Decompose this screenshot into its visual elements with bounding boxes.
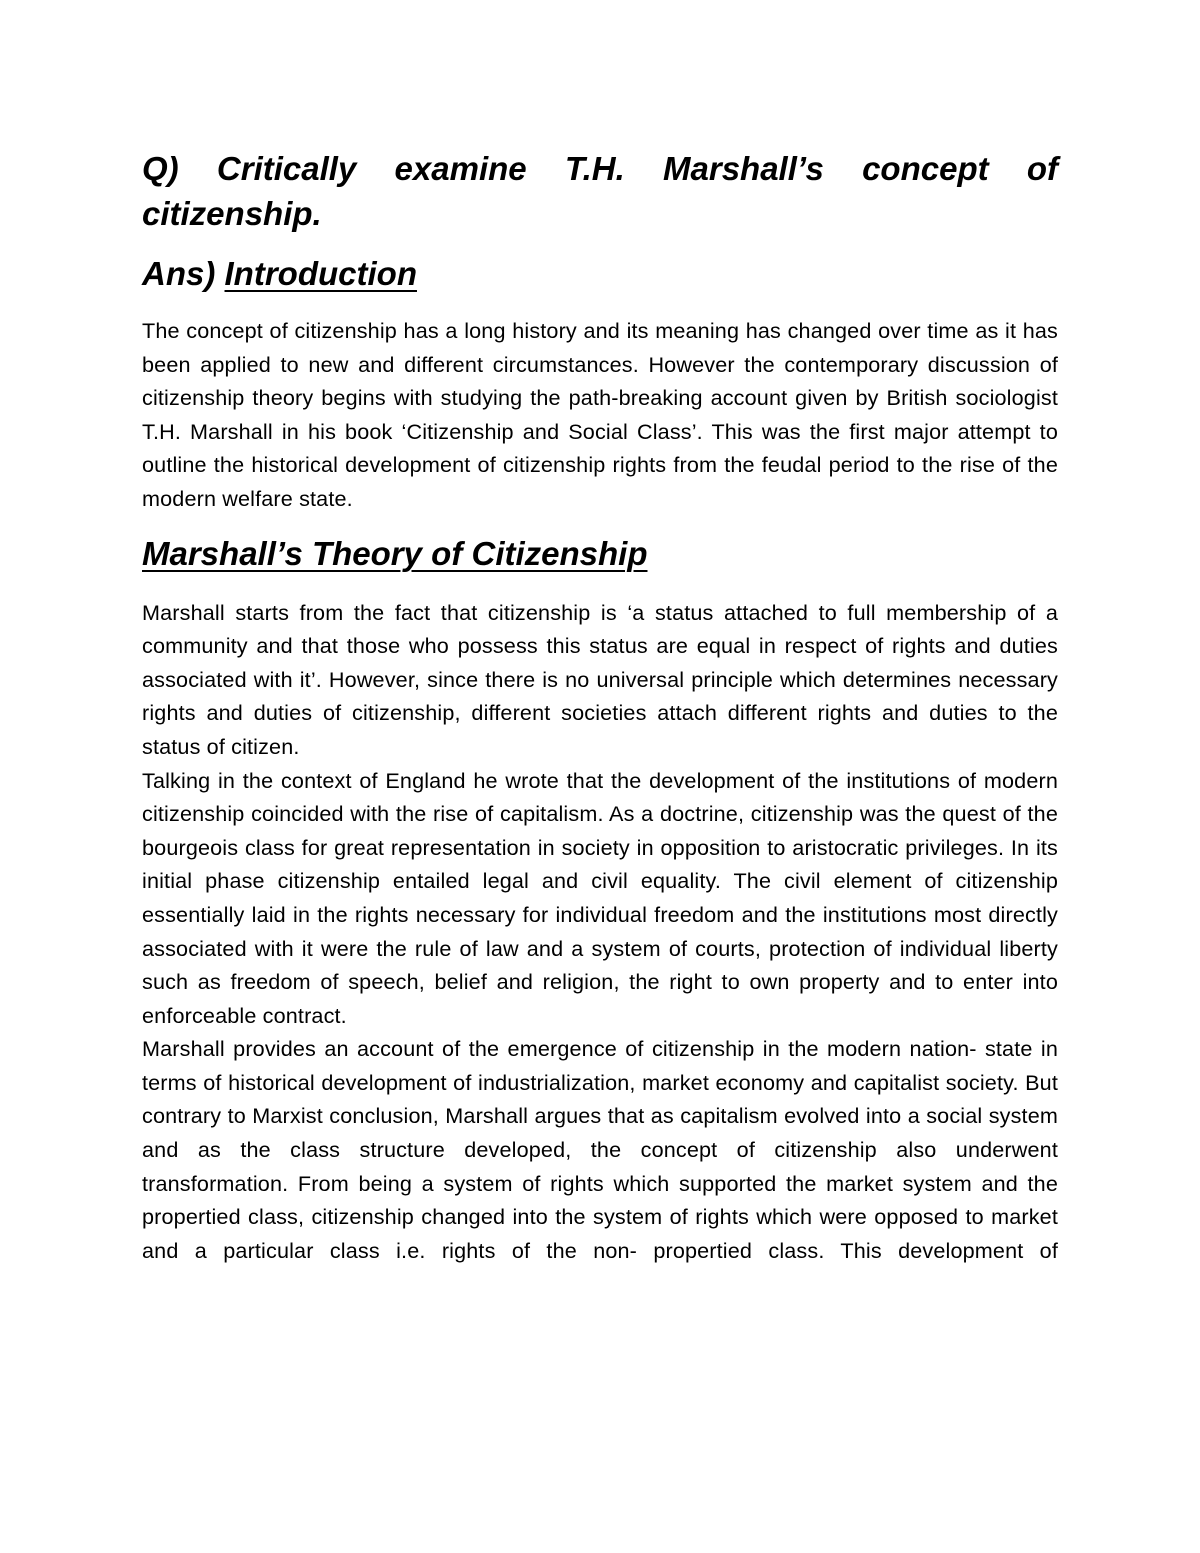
answer-heading: [142, 254, 1058, 294]
section-paragraph-2: Talking in the context of England he wrote that the development of the institutions of modern citizenship coincided with the rise of capitalism. As a doctrine, citizenship was the quest of the bourgeois class for great representation in society in opposition to aristocratic privileges. In its initial phase citizenship entailed legal and civil equality. The civil element of citizenship essentially laid in the rights necessary for individual freedom and the institutions most directly associated with it were the rule of law and a system of courts, protection of individual liberty such as freedom of speech, belief and religion, the right to own property and to enter into enforceable contract.: [142, 767, 1058, 1028]
introduction-heading: Introduction: [224, 255, 417, 292]
section-paragraph-3: Marshall provides an account of the emergence of citizenship in the modern nation- state in terms of historical development of industrialization, market economy and capitalist society. But contrary to Marxist conclusion, Marshall argues that as capitalism evolved into a social system and as the class structure developed, the concept of citizenship also underwent transformation. From being a system of rights which supported the market system and the propertied class, citizenship changed into the system of rights which were opposed to market and a particular class i.e. rights of the non- propertied class. This development of: [142, 1036, 1058, 1263]
question-heading: Q) Critically examine T.H. Marshall’s concept of citizenship.: [142, 150, 1058, 232]
document-page: [142, 146, 1058, 1267]
section-heading: Marshall’s Theory of Citizenship: [142, 534, 648, 572]
intro-paragraph: The concept of citizenship has a long history and its meaning has changed over time as it has been applied to new and different circumstances. However the contemporary discussion of citizenship theory begins with studying the path-breaking account given by British sociologist T.H. Marshall in his book ‘Citizenship and Social Class’. This was the first major attempt to outline the historical development of citizenship rights from the feudal period to the rise of the modern welfare state.: [142, 318, 1058, 511]
section-paragraph-1: Marshall starts from the fact that citizenship is ‘a status attached to full membership of a community and that those who possess this status are equal in respect of rights and duties associated with it’. However, since there is no universal principle which determines necessary rights and duties of citizenship, different societies attach different rights and duties to the status of citizen.: [142, 599, 1058, 759]
answer-prefix: Ans): [142, 255, 216, 292]
